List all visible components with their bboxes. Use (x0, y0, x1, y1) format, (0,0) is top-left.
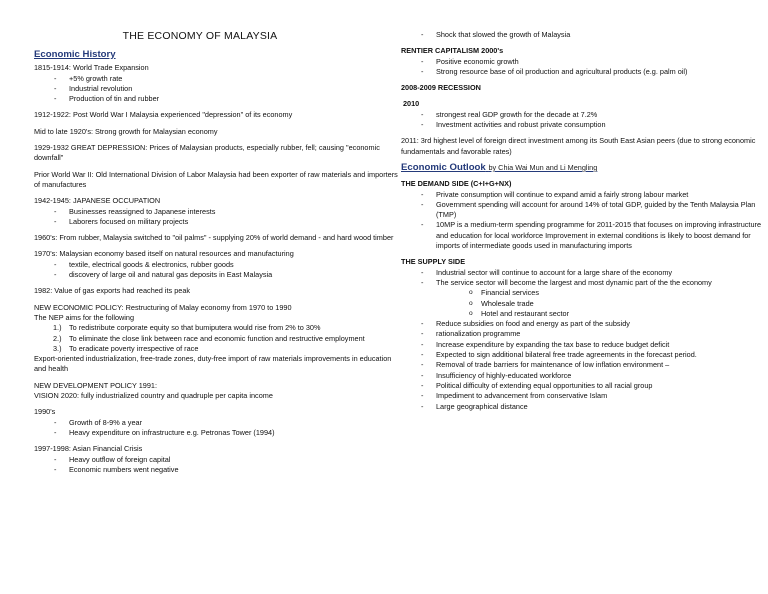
list-item (34, 323, 404, 333)
list-item: - Industrial sector will continue to account for a large share of the economy (401, 268, 768, 278)
supply-heading: THE SUPPLY SIDE (401, 257, 466, 267)
history-1990: 1990's (34, 407, 56, 417)
document-title: THE ECONOMY OF MALAYSIA (122, 30, 278, 42)
list-text: To eliminate the close link between race and economic function and restructive employment (69, 333, 365, 343)
list-item: - Businesses reassigned to Japanese interests (34, 207, 404, 217)
list-item: - Reduce subsidies on food and energy as part of the subsidy (401, 319, 768, 329)
outlook-title: Economic Outlook (401, 161, 486, 173)
list-1942 (34, 207, 404, 228)
list-item: - textile, electrical goods & electronics, rubber goods (34, 260, 404, 270)
history-1920: Mid to late 1920's: Strong growth for Malaysian economy (34, 126, 218, 136)
history-1942: 1942-1945: JAPANESE OCCUPATION (34, 196, 161, 206)
nep-heading: NEW ECONOMIC POLICY: Restructuring of Malay economy from 1970 to 1990 (34, 302, 292, 312)
history-1815: 1815-1914: World Trade Expansion (34, 63, 149, 73)
list-1815 (34, 74, 404, 105)
list-1997 (34, 455, 404, 476)
right-column (401, 30, 768, 412)
list-number: 3.) (53, 343, 62, 353)
list-1990 (34, 418, 404, 439)
history-1997: 1997-1998: Asian Financial Crisis (34, 444, 143, 454)
list-item: - Increase expenditure by expanding the tax base to reduce budget deficit (401, 340, 768, 350)
list-text: To eradicate poverty irrespective of race (69, 343, 199, 353)
list-item: - 10MP is a medium-term spending programme for 2011-2015 that focuses on improving infrastructure and education for local workforce Improvement in external conditions is likely to boost demand for imports of intermediate goods used in manufacturing imports (401, 220, 768, 251)
supply-list (401, 268, 768, 412)
ndp-heading: NEW DEVELOPMENT POLICY 1991: (34, 380, 158, 390)
economic-outlook-heading (401, 163, 768, 173)
sub-list-item: o Wholesale trade (401, 299, 768, 309)
nep-intro: The NEP aims for the following (34, 312, 135, 322)
list-item: - Growth of 8-9% a year (34, 418, 404, 428)
list-item: - Impediment to advancement from conservative Islam (401, 391, 768, 401)
list-number: 1.) (53, 323, 62, 333)
list-item: - Removal of trade barriers for maintenance of low inflation environment – (401, 360, 768, 370)
sub-list-item: o Financial services (401, 288, 768, 298)
history-1960: 1960's: From rubber, Malaysia switched to "oil palms" - supplying 20% of world demand - and hard wood timber (34, 233, 394, 243)
outlook-author: by Chia Wai Mun and Li Mengling (488, 162, 598, 172)
economic-history-heading: Economic History (34, 49, 116, 60)
history-1970: 1970's: Malaysian economy based itself on natural resources and manufacturing (34, 249, 294, 259)
list-item: - Government spending will account for around 14% of total GDP, guided by the Tenth Malaysia Plan (TMP) (401, 200, 768, 221)
history-ww2: Prior World War II: Old International Division of Labor Malaysia had been exporter of raw materials and importers of manufactures (34, 169, 398, 189)
list-item (34, 334, 404, 344)
year-2011: 2011: 3rd highest level of foreign direct investment among its South East Asian peers (due to strong economic fundamentals and favorable rates) (401, 136, 756, 156)
nep-after: Export-oriented industrialization, free-trade zones, duty-free import of raw materials improvements in education and health (34, 354, 392, 374)
list-item: - +5% growth rate (34, 74, 404, 84)
list-item: - Private consumption will continue to expand amid a fairly strong labour market (401, 190, 768, 200)
list-item: - strongest real GDP growth for the decade at 7.2% (401, 110, 768, 120)
list-item: - Large geographical distance (401, 402, 768, 412)
list-item: - Political difficulty of extending equal opportunities to all racial group (401, 381, 768, 391)
list-item: - Heavy outflow of foreign capital (34, 455, 404, 465)
history-1912: 1912-1922: Post World War I Malaysia experienced "depression" of its economy (34, 110, 293, 120)
list-item (34, 344, 404, 354)
list-item: - The service sector will become the largest and most dynamic part of the the economy (401, 278, 768, 288)
recession-heading: 2008-2009 RECESSION (401, 83, 481, 93)
ndp-text: VISION 2020: fully industrialized country and quadruple per capita income (34, 391, 273, 401)
list-text: To redistribute corporate equity so that bumiputera would rise from 2% to 30% (69, 323, 321, 333)
history-1929: 1929-1932 GREAT DEPRESSION: Prices of Malaysian products, especially rubber, fell; causing "economic downfall" (34, 143, 380, 163)
list-1970 (34, 260, 404, 281)
list-item: - Expected to sign additional bilateral free trade agreements in the forecast period. (401, 350, 768, 360)
history-1982: 1982: Value of gas exports had reached its peak (34, 286, 191, 296)
nep-list (34, 323, 404, 354)
list-item: - Production of tin and rubber (34, 94, 404, 104)
list-item: - rationalization programme (401, 329, 768, 339)
list-item: - Investment activities and robust private consumption (401, 120, 768, 130)
rentier-list (401, 57, 768, 78)
list-item: - Heavy expenditure on infrastructure e.g. Petronas Tower (1994) (34, 428, 404, 438)
list-item: - Shock that slowed the growth of Malaysia (401, 30, 768, 40)
list-2010 (401, 110, 768, 131)
list-item: - Strong resource base of oil production and agricultural products (e.g. palm oil) (401, 67, 768, 77)
list-item: - Positive economic growth (401, 57, 768, 67)
list-item: - Economic numbers went negative (34, 465, 404, 475)
list-item: - discovery of large oil and natural gas deposits in East Malaysia (34, 270, 404, 280)
demand-heading: THE DEMAND SIDE (C+I+G+NX) (401, 179, 512, 189)
list-item: - Laborers focused on military projects (34, 217, 404, 227)
left-column (34, 32, 404, 475)
sub-list-item: o Hotel and restaurant sector (401, 309, 768, 319)
year-2010: 2010 (403, 99, 420, 109)
demand-list (401, 190, 768, 252)
crisis-continued (401, 30, 768, 40)
list-number: 2.) (53, 333, 62, 343)
list-item: - Industrial revolution (34, 84, 404, 94)
rentier-heading: RENTIER CAPITALISM 2000's (401, 46, 504, 56)
list-item: - Insufficiency of highly-educated workforce (401, 371, 768, 381)
